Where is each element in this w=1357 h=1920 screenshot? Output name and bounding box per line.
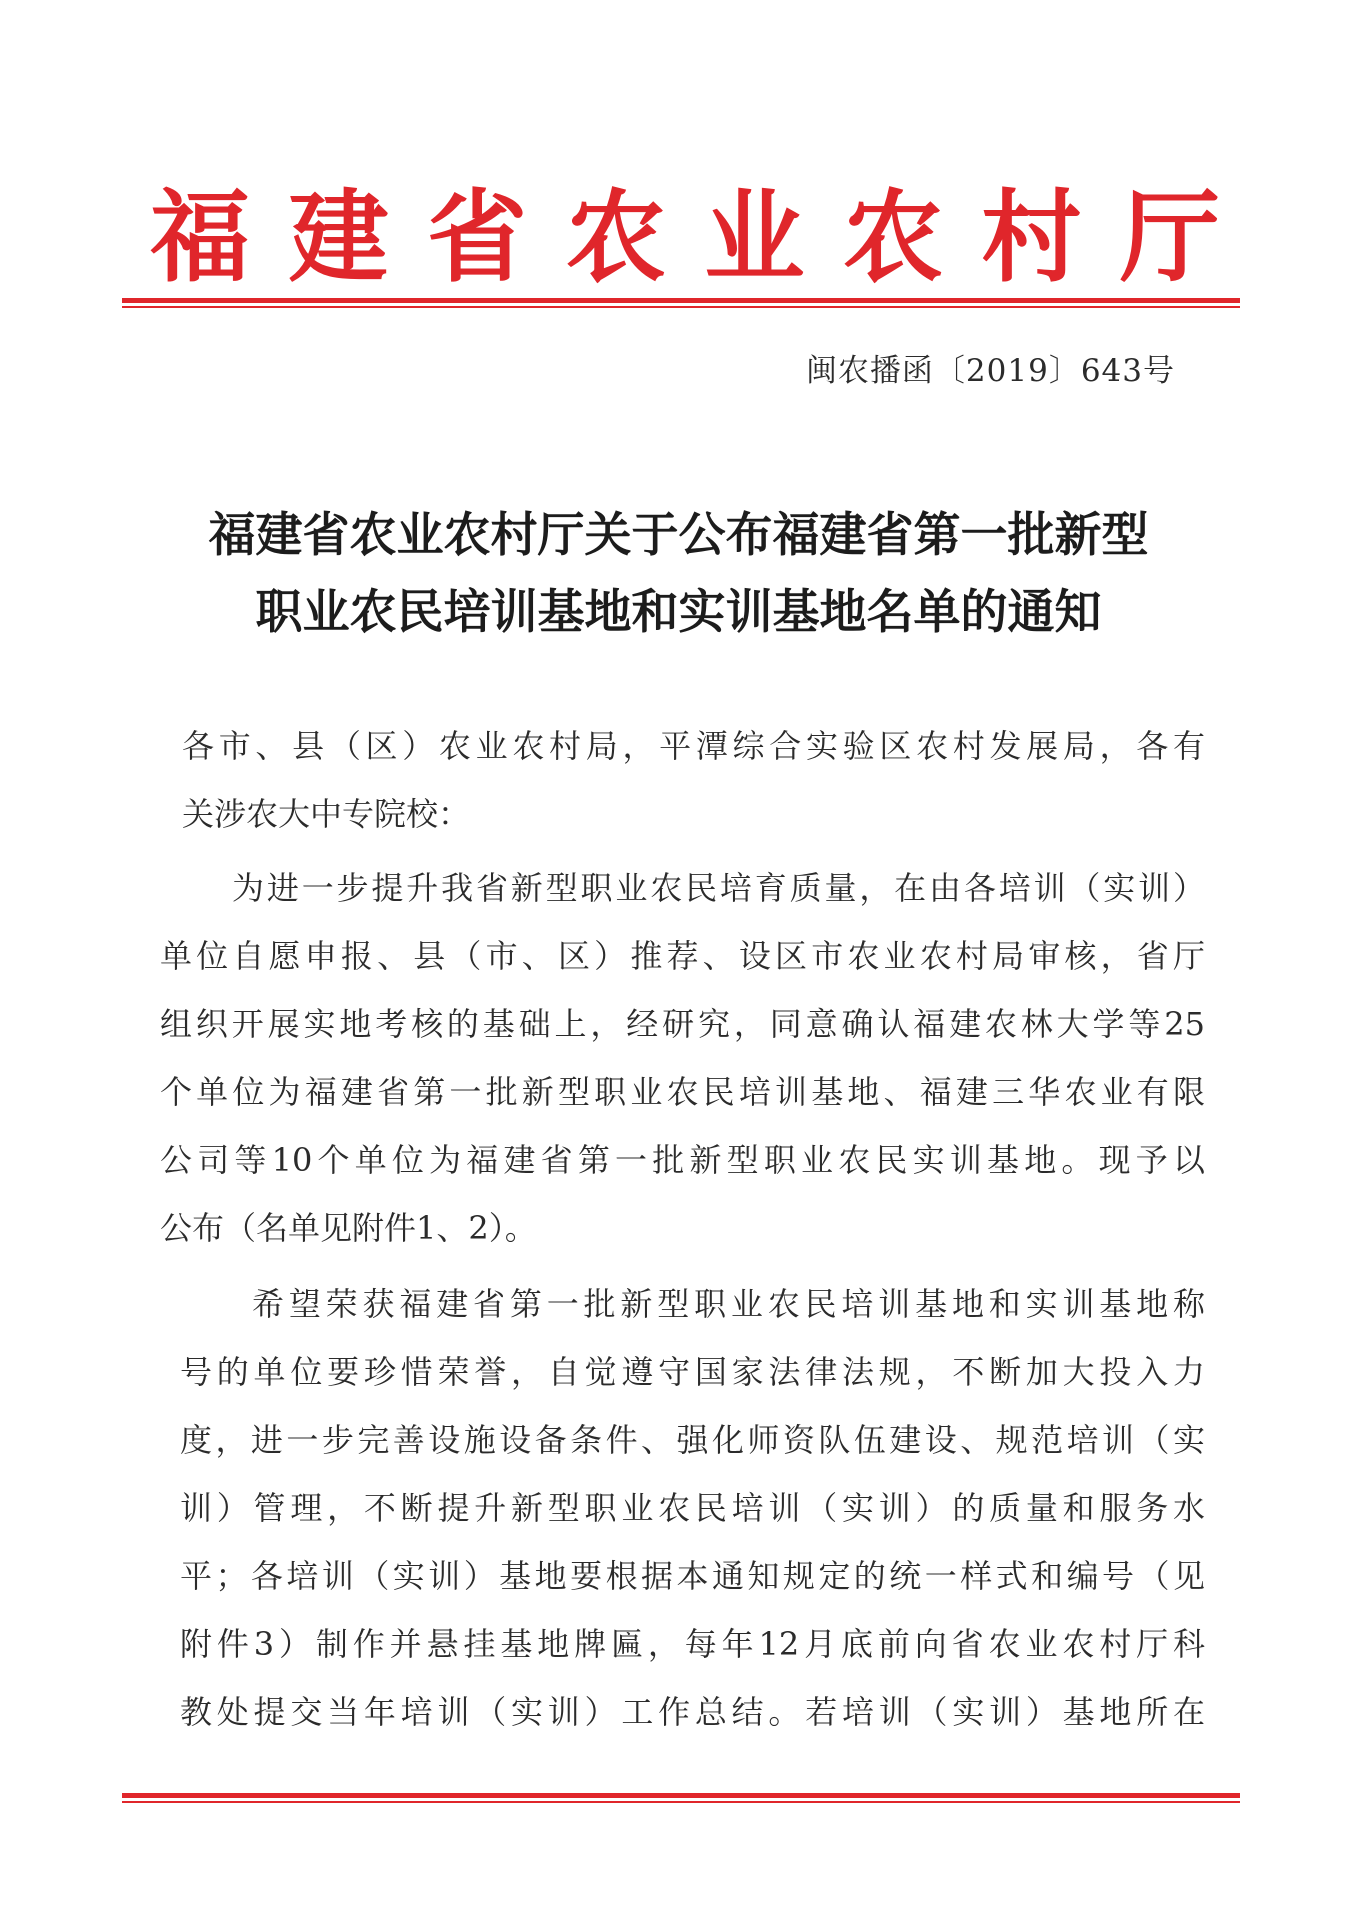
paragraph-1 [160,854,1205,1262]
paragraph-line: 公司等10个单位为福建省第一批新型职业农民实训基地。现予以 [160,1141,1205,1179]
paragraph-line: 组织开展实地考核的基础上，经研究，同意确认福建农林大学等25 [160,1005,1205,1043]
letterhead-divider [122,298,1240,308]
letterhead-char: 福 [150,179,250,296]
letterhead-char: 厅 [1119,179,1220,296]
letterhead-org-name [150,178,1220,298]
letterhead-char: 农 [565,179,666,296]
footer-divider [122,1793,1240,1803]
paragraph-line: 希望荣获福建省第一批新型职业农民培训基地和实训基地称 [252,1285,1205,1323]
paragraph-line: 训）管理，不断提升新型职业农民培训（实训）的质量和服务水 [180,1489,1205,1527]
paragraph-line: 平；各培训（实训）基地要根据本通知规定的统一样式和编号（见 [180,1557,1205,1595]
letterhead-char: 村 [981,179,1082,296]
addressee-block [182,712,1205,848]
document-number: 闽农播函〔2019〕643号 [805,353,1175,389]
paragraph-line: 教处提交当年培训（实训）工作总结。若培训（实训）基地所在 [180,1693,1205,1731]
paragraph-line: 公布（名单见附件1、2）。 [160,1209,537,1247]
paragraph-line: 度，进一步完善设施设备条件、强化师资队伍建设、规范培训（实 [180,1421,1205,1459]
addressee-line: 关涉农大中专院校： [182,795,471,833]
paragraph-line: 个单位为福建省第一批新型职业农民培训基地、福建三华农业有限 [160,1073,1205,1111]
addressee-line: 各市、县（区）农业农村局，平潭综合实验区农村发展局，各有 [182,727,1205,765]
paragraph-line: 号的单位要珍惜荣誉，自觉遵守国家法律法规，不断加大投入力 [180,1353,1205,1391]
letterhead-char: 业 [704,179,805,296]
paragraph-line: 附件3）制作并悬挂基地牌匾，每年12月底前向省农业农村厅科 [180,1625,1205,1663]
letterhead-char: 建 [288,179,389,296]
document-title-line-1: 福建省农业农村厅关于公布福建省第一批新型 [208,508,1149,563]
paragraph-line: 单位自愿申报、县（市、区）推荐、设区市农业农村局审核，省厅 [160,937,1205,975]
letterhead-char: 省 [427,179,528,296]
document-title-line-2: 职业农民培训基地和实训基地名单的通知 [255,585,1102,640]
paragraph-2 [180,1270,1205,1746]
paragraph-line: 为进一步提升我省新型职业农民培育质量，在由各培训（实训） [232,869,1205,907]
letterhead-char: 农 [842,179,943,296]
